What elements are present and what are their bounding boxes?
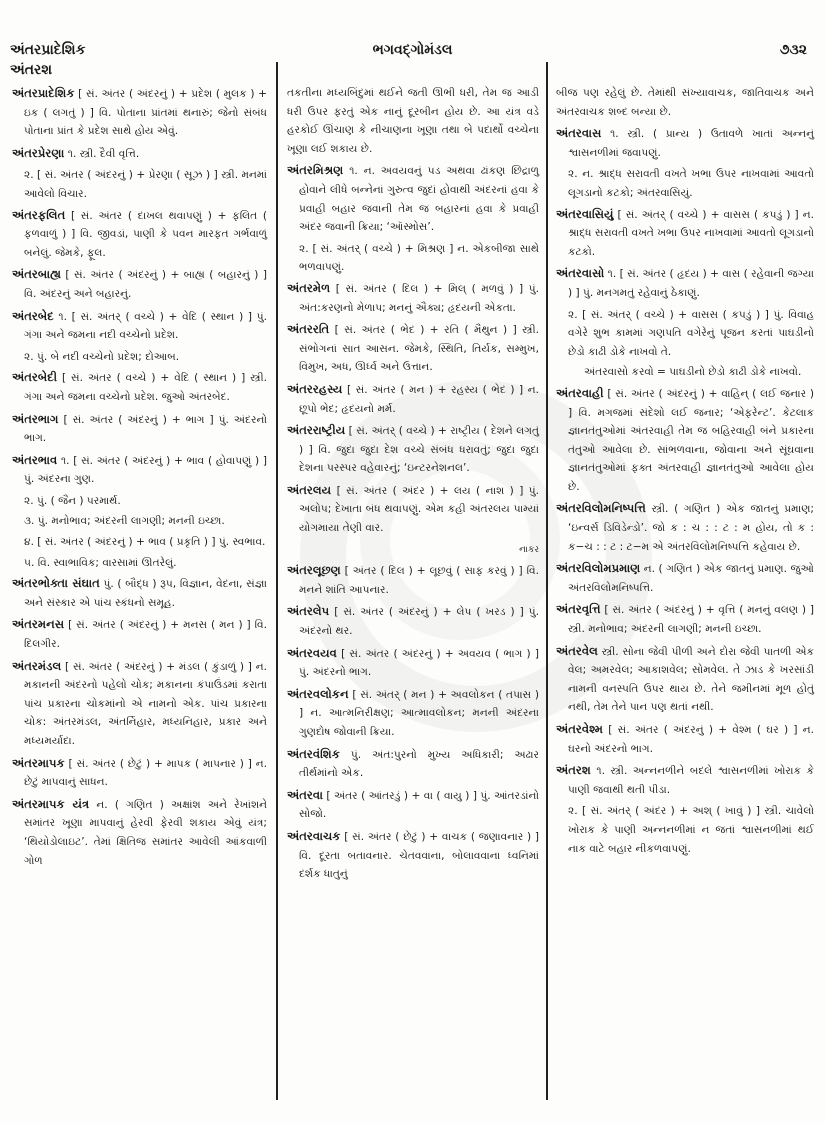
sub-sense: ૨. [ સં. અંતર્ ( વચ્ચે ) + વાસસ ( કપડું ) ] પું. વિવાહ વગેરે શુભ કામમાં ગણપતિ વગેરેનું પૂજન કરતાં પાઘડીનો છેડો કાઢી ડોકે નાખવો તે.: [568, 308, 814, 358]
dictionary-entry: [287, 320, 539, 377]
headword: અંતરવાસો: [556, 266, 605, 281]
dictionary-entry: [12, 795, 267, 870]
dictionary-entry: [556, 642, 814, 717]
definition: [ સં. અંતર ( વચ્ચે ) + વેદિ ( સ્થાન ) ] સ્ત્રી. ગંગા અને જમના વચ્ચેનો પ્રદેશ. જુઓ અંતરબેદ.: [24, 372, 267, 403]
definition: ૧. [ સં. અંતર ( હૃદય ) + વાસ ( રહેવાની જગ્યા ) ] પું. મનગમતું રહેવાનું ઠેકાણું.: [568, 268, 814, 299]
headword: અંતરબેદી: [12, 370, 58, 385]
column-divider: [546, 62, 548, 1100]
definition: પું. ( બૌદ્ધ ) રૂપ, વિજ્ઞાન, વેદના, સંજ્ઞા અને સંસ્કાર એ પાંચ સ્કંધનો સમૂહ.: [24, 578, 268, 609]
headword: અંતરમાપક: [12, 755, 65, 770]
definition: [ સં. અંતર ( અંદરનું ) + મનસ ( મન ) ] વિ. દિલગીર.: [24, 619, 267, 651]
definition: ન. ( ગણિત ) એક જાતનું પ્રમાણ. જુઓ અંતરવિલોમનિષ્પત્તિ.: [568, 563, 814, 594]
headword: અંતરવૃત્તિ: [556, 602, 601, 617]
dictionary-entry: [12, 754, 267, 792]
column-1: [12, 84, 267, 873]
continued-definition: બીજ પણ રહેલું છે. તેમાંથી સંખ્યાવાચક, જાતિવાચક અને અંતરવાચક શબ્દ બન્યા છે.: [556, 87, 814, 118]
dictionary-entry: [287, 602, 539, 640]
definition: ન. ( ગણિત ) અક્ષાંશ અને રેખાંશને સમાંતર ખૂણા માપવાનું હેરવી ફેરવી શકાય એવું યંત્ર; ‘થિયોડોલાઇટ’. તેમાં ક્ષિતિજ સમાંતર આવેલી આંકવાળી ગોળ: [24, 798, 268, 867]
column-2: [287, 84, 539, 887]
dictionary-entry: [287, 786, 539, 824]
dictionary-entry: [287, 481, 539, 538]
guide-word-last: અંતરશ: [10, 62, 53, 78]
headword: અંતરવયવ: [287, 645, 337, 660]
headword: અંતરવંશિક: [287, 746, 340, 761]
definition: ૧. [ સં. અંતર્ ( વચ્ચે ) + વેદિ ( સ્થાન ) ] પું. ગંગા અને જમના નદી વચ્ચેનો પ્રદેશ.: [24, 310, 267, 342]
definition: સ્ત્રી. સોના જેવી પીળી અને દોરા જેવી પાતળી એક વેલ; અમરવેલ; આકાશવેલ; સોમવેલ. તે ઝાડ કે ખરસાંડી નામની વનસ્પતિ ઉપર થાય છે. તેને જમીનમાં મૂળ હોતું નથી, તેમ તેને પાન પણ થતાં નથી.: [568, 645, 814, 714]
dictionary-entry: [556, 559, 814, 597]
dictionary-entry: [556, 761, 814, 799]
dictionary-entry: [287, 827, 539, 884]
definition: [ સં. અંતર ( અંદરનું ) + લેપ ( ખરડ ) ] પું. અંદરનો થર.: [299, 606, 539, 638]
definition: [ સં. અંતર ( અંદરનું ) + પ્રદેશ ( મુલક ) + ઇક ( લગતું ) ] વિ. પોતાના પ્રાંતમાં થનારું; જેનો સંબંધ પોતાના પ્રાંત કે પ્રદેશ સાથે હોય એવું.: [24, 88, 267, 138]
sub-sense: ૪. [ સં. અંતર ( અંદરનું ) + ભાવ ( પ્રકૃતિ ) ] પું. સ્વભાવ.: [24, 536, 266, 549]
headword: અંતરવેશ્મ: [556, 722, 603, 736]
dictionary-entry: [12, 307, 267, 345]
definition: [ સં. અંતર ( છેટું ) + માપક ( માપનાર ) ] ન. છેટું માપવાનું સાધન.: [24, 757, 267, 789]
headword: અંતરવાસિયું: [556, 206, 614, 221]
dictionary-entry: [556, 499, 814, 556]
definition: [ સં. અંતર ( અંદરનું ) + અવયવ ( ભાગ ) ] પું. અંદરનો ભાગ.: [299, 647, 539, 679]
sub-sense: ૨. પું. ( જૈન ) પરમાર્થ.: [24, 494, 121, 507]
dictionary-entry: [12, 144, 267, 164]
definition: ૧. ન. અવયવનું પડ અથવા ઢાંકણ છિદ્રાળુ હોવાને લીધે બન્નેનાં ગુરુત્વ જુદાં હોવાથી અંદરનાં હવા કે પ્રવાહી બહાર જવાની તેમ જ બહારનાં હવા કે પ્રવાહી અંદર જવાની ક્રિયા; ‘ઑસ્મોસ’.: [299, 165, 539, 234]
sub-sense: ૨. પું. બે નદી વચ્ચેનો પ્રદેશ; દોઆબ.: [24, 350, 180, 363]
headword: અંતરમાપક યંત્ર: [12, 796, 90, 811]
headword: અંતરલેપ: [287, 604, 330, 619]
dictionary-entry: [556, 720, 814, 758]
dictionary-entry: [287, 745, 539, 783]
headword: અંતરવેલ: [556, 643, 598, 658]
definition: ૧. સ્ત્રી. દૈવી વૃત્તિ.: [64, 147, 140, 160]
definition: [ સં. અંતર ( ભેદ ) + રતિ ( મૈથુન ) ] સ્ત્રી. સંભોગનાં સાત આસન. જેમકે, સ્થિતિ, તિર્યક, સમ્મુખ, વિમુખ, અધ, ઊર્ધ્વ અને ઉત્તાન.: [299, 324, 539, 374]
headword: અંતરરાષ્ટ્રીય: [287, 423, 346, 438]
idiom-phrase: અંતરવાસો કરવો = પાઘડીનો છેડો કાઢી ડોકે નાખવો.: [584, 366, 802, 379]
definition: [ સં. અંતર્ ( વચ્ચે ) + રાષ્ટ્રીય ( દેશને લગતું ) ] વિ. જુદા જુદા દેશ વચ્ચે સંબંધ ધરાવતું; જુદા જુદા દેશના પરસ્પર વહેવારનું; ‘ઇન્ટરનેશનલ’.: [299, 425, 539, 475]
dictionary-entry: [12, 84, 267, 141]
headword: અંતરલૂછણ: [287, 563, 341, 578]
column-divider: [276, 62, 278, 1100]
dictionary-entry: [12, 265, 267, 303]
sub-sense: ૨. ન. શ્રાદ્ધ સરાવતી વખતે ખભા ઉપર નાખવામાં આવતો લૂગડાનો કટકો; અંતરવાસિયું.: [568, 168, 814, 199]
headword: અંતરમંડલ: [12, 658, 62, 673]
headword: અંતરવાચક: [287, 828, 341, 843]
sub-sense: ૫. વિ. સ્વાભાવિક; વારસામાં ઊતરેલું.: [24, 556, 177, 569]
column-3: [556, 84, 814, 860]
dictionary-entry: [556, 600, 814, 638]
sub-sense: ૨. [ સં. અંતર ( અંદરનું ) + પ્રેરણા ( સૂઝ ) ] સ્ત્રી. મનમાં આવેલો વિચાર.: [24, 169, 267, 200]
definition: [ સં. અંતર ( અંદર ) + લય ( નાશ ) ] પું. અલોપ; દેખાતા બંધ થવાપણું. એમ કહી અંતરલય પામ્યાં યોગમાયા તેણી વાર.: [299, 484, 539, 535]
headword: અંતરવાહી: [556, 385, 604, 400]
headword: અંતરશ: [556, 763, 591, 778]
headword: અંતરપ્રેરણા: [12, 145, 65, 160]
headword: અંતરરહસ્ય: [287, 381, 343, 396]
definition: [ સં. અંતર્ ( મન ) + અવલોકન ( તપાસ ) ] ન. આત્મનિરીક્ષણ; આત્માવલોકન; મનની અંદરના ગુણદોષ જોવાની ક્રિયા.: [299, 688, 539, 738]
definition: [ અંતર ( આંતરડું ) + વા ( વાયુ ) ] પું. આંતરડાંનો સોજો.: [299, 789, 539, 821]
headword: અંતરવાસ: [556, 126, 602, 141]
dictionary-entry: [12, 615, 267, 653]
continued-definition: તકતીના મધ્યબિંદુમાં થઈને જતી ઊભી ધરી, તેમ જ આડી ધરી ઉપર ફરતું એક નાનું દૂરબીન હોય છે. આ યંત્ર વડે હરકોઈ ઊંચાણ કે નીચાણના ખૂણા તથા બે પદાર્થો વચ્ચેના ખૂણા લઈ શકાય છે.: [287, 87, 539, 155]
definition: [ સં. અંતર ( છેટું ) + વાચક ( જણાવનાર ) ] વિ. દૂરતા બતાવનાર. ચેતવવાના, બોલાવવાના ધ્વનિમાં દર્શક ધાતુનું: [299, 830, 539, 881]
headword: અંતરફલિત: [12, 207, 66, 222]
headword: અંતરવા: [287, 787, 323, 802]
sub-sense: ૩. પું. મનોભાવ; અંદરની લાગણી; મનની ઇચ્છા.: [24, 515, 225, 528]
page-number: ૭૩૨: [779, 42, 807, 58]
dictionary-entry: [287, 380, 539, 418]
dictionary-entry: [12, 574, 267, 612]
definition: [ સં. અંતર ( મન ) + રહસ્ય ( ભેદ ) ] ન. છૂપો ભેદ; હૃદયનો મર્મ.: [299, 383, 539, 415]
definition: [ સં. અંતર ( અંદરનું ) + વેશ્મ ( ઘર ) ] ન. ઘરનો અંદરનો ભાગ.: [568, 724, 814, 755]
headword: અંતરભોક્તા સંઘાત: [12, 576, 100, 591]
headword: અંતરબાહ્ય: [12, 267, 61, 282]
definition: ૧. [ સં. અંતર ( અંદરનું ) + ભાવ ( હોવાપણું ) ] પું. અંદરના ગુણ.: [24, 454, 267, 486]
sub-sense: ૨. [ સં. અંતર્ ( વચ્ચે ) + મિશ્રણ ] ન. એકબીજા સાથે ભળવાપણું.: [299, 242, 539, 274]
definition: [ સં. અંતર ( અંદરનું ) + વૃત્તિ ( મનનું વલણ ) ] સ્ત્રી. મનોભાવ; અંદરની લાગણી; મનની ઇચ્છા.: [568, 604, 814, 636]
definition: ૧. સ્ત્રી. ( પ્રાન્ય ) ઉતાવળે ખાતાં અન્નનું શ્વાસનળીમાં જવાપણું.: [568, 128, 814, 159]
headword: અંતરલય: [287, 482, 332, 497]
dictionary-entry: [556, 264, 814, 302]
dictionary-entry: [12, 451, 267, 489]
dictionary-entry: [556, 205, 814, 262]
dictionary-entry: [287, 421, 539, 478]
definition: સ્ત્રી. ( ગણિત ) એક જાતનું પ્રમાણ; ‘ઇન્વર્સ ડિવિડેન્ડો’. જો ક : ચ : : ટ : મ હોય, તો ક : ક−ચ : : ટ : ટ−મ એ અંતરવિલોમનિષ્પત્તિ કહેવાય છે.: [568, 503, 814, 553]
headword: અંતરપ્રાદેશિક: [12, 86, 75, 100]
citation-source: નાકર: [519, 544, 539, 555]
headword: અંતરવલોકન: [287, 686, 349, 701]
definition: [ સં. અંતર ( અંદરનું ) + મંડલ ( કુંડાળું ) ] ન. મકાનની અંદરનો પહેલો ચોક; મકાનના કંપાઉંડમાં કરાતા પાંચ પ્રકારના ચોકમાંનો એ નામનો એક. પાંચ પ્રકારના ચોક: અંતરમંડલ, અંતર્નિહાર, મધ્યનિહાર, પ્રકાર અને મધ્યમર્યાદા.: [24, 660, 267, 747]
definition: [ સં. અંતર ( અંદરનું ) + ભાગ ] પું. અંદરનો ભાગ.: [24, 413, 267, 445]
dictionary-entry: [287, 561, 539, 599]
running-header: [10, 42, 815, 62]
headword: અંતરબેદ: [12, 308, 54, 323]
headword: અંતરરતિ: [287, 322, 330, 337]
definition: ૧. સ્ત્રી. અન્નનળીને બદલે શ્વાસનળીમાં ખોરાક કે પાણી જવાથી થતી પીડા.: [568, 765, 814, 796]
headword: અંતરમિશ્રણ: [287, 163, 344, 178]
dictionary-entry: [556, 384, 814, 497]
guide-word-first: અંતરપ્રાદેશિક: [10, 42, 86, 58]
sub-sense: ૨. [ સં. અંતર્ ( અંદર ) + અશ્ ( ખાવું ) ] સ્ત્રી. ચાવેલો ખોરાક કે પાણી અન્નનળીમાં ન જતાં શ્વાસનળીમાં થઈ નાક વાટે બહાર નીકળવાપણું.: [568, 805, 814, 855]
headword: અંતરભાગ: [12, 411, 59, 426]
definition: [ સં. અંતર્ ( વચ્ચે ) + વાસસ ( કપડું ) ] ન. શ્રાદ્ધ સરાવતી વખતે ખભા ઉપર નાખવામાં આવતો લૂગડાનો કટકો.: [568, 208, 814, 258]
headword: અંતરમેળ: [287, 280, 331, 295]
dictionary-entry: [287, 161, 539, 236]
definition: [ અંતર ( દિલ ) + લૂછવું ( સાફ કરવું ) ] વિ. મનને શાંતિ આપનાર.: [299, 565, 539, 596]
dictionary-entry: [12, 368, 267, 406]
headword: અંતરવિલોમપ્રમાણ: [556, 561, 641, 576]
dictionary-entry: [287, 644, 539, 682]
headword: અંતરમનસ: [12, 617, 65, 632]
headword: અંતરભાવ: [12, 452, 58, 467]
dictionary-entry: [287, 685, 539, 742]
book-title: ભગવદ્ગોમંડલ: [372, 42, 453, 58]
definition: [ સં. અંતર ( દાખલ થવાપણું ) + ફલિત ( ફળવાળું ) ] વિ. જીવડાં, પાણી કે પવન મારફત ગર્ભવાળું બનેલું. જેમકે, ફૂલ.: [24, 209, 267, 259]
definition: [ સં. અંતર ( દિલ ) + મિલ્ ( મળવું ) ] પું. અંત:કરણનો મેળાપ; મનનું ઐક્ય; હૃદયની એકતા.: [299, 282, 539, 314]
dictionary-entry: [12, 657, 267, 751]
dictionary-entry: [556, 124, 814, 162]
definition: [ સં. અંતર ( અંદરનું ) + બાહ્ય ( બહારનું ) ] વિ. અંદરનું અને બહારનું.: [24, 269, 267, 300]
headword: અંતરવિલોમનિષ્પત્તિ: [556, 501, 646, 516]
dictionary-entry: [287, 279, 539, 317]
dictionary-entry: [12, 206, 267, 263]
dictionary-entry: [12, 410, 267, 448]
definition: પું. અંત:પુરનો મુખ્ય અધિકારી; અઢાર તીર્થમાંનો એક.: [299, 748, 539, 780]
definition: [ સં. અંતર ( અંદરનું ) + વાહિન્ ( લઈ જનાર ) ] વિ. મગજમાં સંદેશો લઈ જનાર; ‘એફરેન્ટ’. કેટલાક જ્ઞાનતંતુઓમાં અંતરવાહી તેમ જ બહિરવાહી બંને પ્રકારના તંતુઓ આવેલા છે. સાંભળવાના, જોવાના અને સૂંઘવાના જ્ઞાનતંતુઓમાં ફક્ત અંતરવાહી જ્ઞાનતંતુઓ આવેલા હોય છે.: [568, 387, 814, 493]
